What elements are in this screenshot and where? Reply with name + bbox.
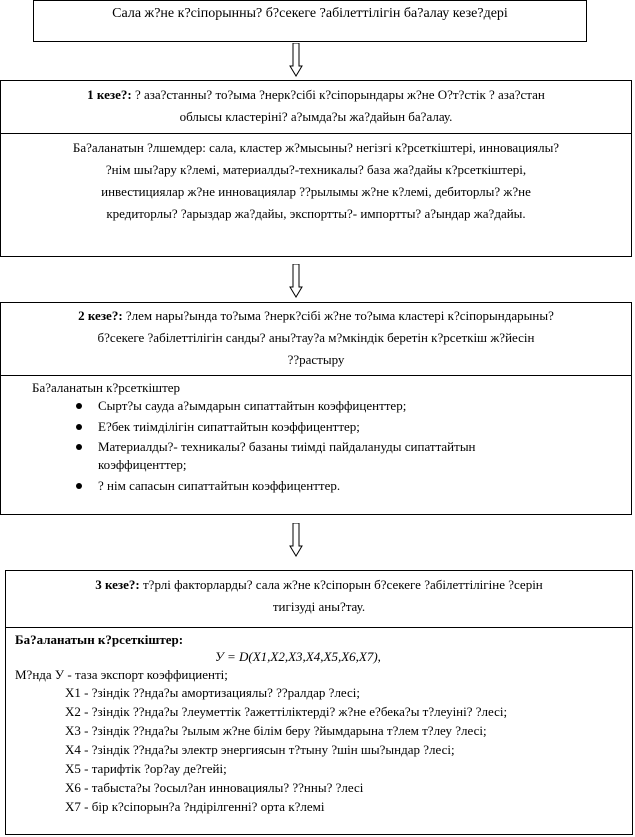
stage3-heading-line1	[6, 577, 632, 593]
down-arrow-icon	[289, 264, 303, 298]
stage3-box	[5, 570, 633, 835]
stage2-bullet-item: Материалды?- техникалы? базаны тиімді пайдалануды сипаттайтын	[98, 439, 476, 454]
stage2-heading-line2: б?секеге ?абілеттілігін санды? аны?тау?а м?мкіндік беретін к?рсеткіш ж?йесін	[97, 330, 535, 345]
stage3-factor: X3 - ?зіндік ??нда?ы ?ылым ж?не білім беру ?йымдарына т?лем т?леу ?лесі;	[65, 723, 487, 738]
stage3-body	[6, 627, 632, 834]
stage3-heading	[6, 571, 632, 627]
bullet-icon	[76, 403, 82, 409]
stage1-heading-line1	[1, 87, 631, 103]
stage1-body	[1, 133, 631, 256]
stage2-label: 2 кезе?:	[78, 308, 123, 323]
stage2-bullet-item: Е?бек тиімділігін сипаттайтын коэффиценттер;	[98, 419, 360, 434]
stage3-heading-line2: тигізуді аны?тау.	[272, 599, 366, 614]
stage1-label: 1 кезе?:	[87, 87, 132, 102]
stage2-bullet-item-cont: коэффиценттер;	[98, 457, 187, 472]
stage2-body-title: Ба?аланатын к?рсеткіштер	[32, 380, 181, 395]
stage3-factor: X6 - табыста?ы ?осыл?ан инновациялы? ??нны? ?лесі	[65, 780, 364, 795]
stage2-heading-line1	[1, 308, 631, 324]
stage2-heading-line3: ??растыру	[287, 352, 345, 367]
stage3-factor: X2 - ?зіндік ??нда?ы ?леуметтік ?ажеттіліктерді? ж?не е?бека?ы т?леуіні? ?лесі;	[65, 704, 508, 719]
title-box	[33, 0, 587, 42]
bullet-icon	[76, 444, 82, 450]
stage3-formula: У = D(X1,X2,X3,X4,X5,X6,X7),	[215, 649, 381, 664]
stage1-body-line: Ба?аланатын ?лшемдер: сала, кластер ж?мысыны? негізгі к?рсеткіштері, инновациялы?	[72, 140, 560, 155]
title-text: Сала ж?не к?сіпорынны? б?секеге ?абілеттілігін ба?алау кезе?дері	[112, 6, 508, 21]
stage3-factor: X4 - ?зіндік ??нда?ы электр энергиясын т?тыну ?шін шы?ындар ?лесі;	[65, 742, 455, 757]
stage2-heading-text1: ?лем нары?ында то?ыма ?нерк?сібі ж?не то?ыма кластері к?сіпорындарыны?	[122, 308, 554, 323]
stage1-body-line: ?нім шы?ару к?лемі, материалды?-техникалы? база жа?дайы к?рсеткіштері,	[105, 162, 527, 177]
stage1-body-line: кредиторлы? ?арыздар жа?дайы, экспортты?- импортты? а?ындар жа?дайы.	[106, 206, 526, 221]
bullet-icon	[76, 424, 82, 430]
stage3-factor: X1 - ?зіндік ??нда?ы амортизациялы? ??ралдар ?лесі;	[65, 685, 361, 700]
stage1-heading-text1: ? аза?станны? то?ыма ?нерк?сібі к?сіпорындары ж?не О?т?стік ? аза?стан	[131, 87, 545, 102]
stage3-label: 3 кезе?:	[95, 577, 140, 592]
stage3-factor: X5 - тарифтік ?ор?ау де?гейі;	[65, 761, 227, 776]
stage3-body-title: Ба?аланатын к?рсеткіштер:	[15, 632, 184, 647]
stage2-bullet-item: ? нім сапасын сипаттайтын коэффиценттер.	[98, 478, 341, 493]
down-arrow-icon	[289, 523, 303, 557]
bullet-icon	[76, 483, 82, 489]
stage1-box	[0, 80, 632, 257]
stage2-box	[0, 302, 632, 515]
stage1-heading	[1, 81, 631, 133]
stage2-body	[1, 375, 631, 514]
stage1-body-line: инвестициялар ж?не инновациялар ??рылымы ж?не к?лемі, дебиторлы? ж?не	[101, 184, 531, 199]
stage2-bullet-item: Сырт?ы сауда а?ымдарын сипаттайтын коэффиценттер;	[98, 398, 407, 413]
down-arrow-icon	[289, 43, 303, 77]
stage3-factor: X7 - бір к?сіпорын?а ?ндірілгенні? орта к?лемі	[65, 799, 325, 814]
stage3-where-line: М?нда У - таза экспорт коэффициенті;	[15, 667, 228, 682]
stage1-heading-line2: облысы кластеріні? а?ымда?ы жа?дайын ба?алау.	[179, 109, 453, 124]
stage3-heading-text1: т?рлі факторларды? сала ж?не к?сіпорын б?секеге ?абілеттілігіне ?серін	[139, 577, 543, 592]
stage2-heading	[1, 303, 631, 375]
